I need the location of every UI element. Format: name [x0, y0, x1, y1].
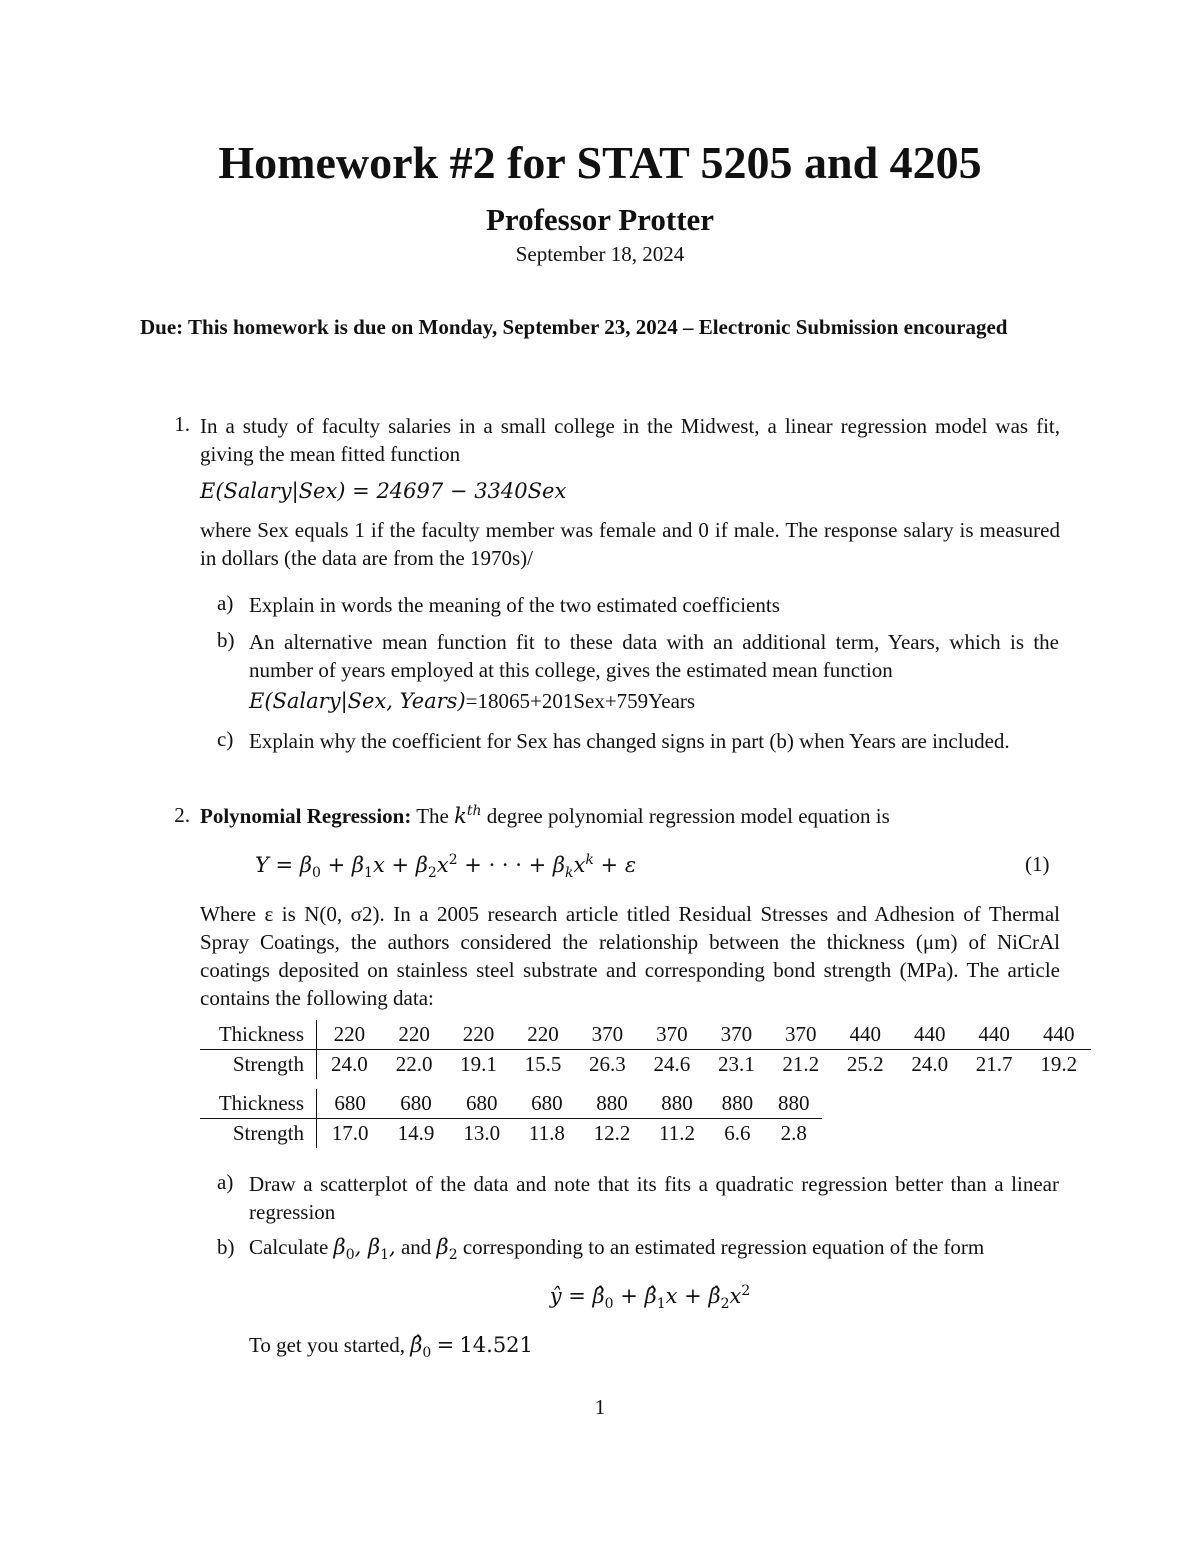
- problem-1b-equation: [249, 689, 695, 714]
- problem-2-intro-pre: The: [416, 804, 449, 828]
- problem-1-intro: In a study of faculty salaries in a small college in the Midwest, a linear regression model was fit, giving the mean fitted function: [200, 414, 1060, 466]
- table-cell: 19.1: [460, 1052, 497, 1076]
- problem-2b-label: b): [217, 1235, 235, 1259]
- problem-2-heading: Polynomial Regression:: [200, 804, 412, 828]
- problem-2-intro-post: degree polynomial regression model equation is: [486, 804, 890, 828]
- problem-1b-equation-rest: =18065+201Sex+759Years: [465, 689, 696, 713]
- beta-0-hat-symbol: $\betâ_0$: [410, 1333, 432, 1362]
- equation-number: (1): [1025, 852, 1050, 876]
- table-cell: 24.6: [653, 1052, 691, 1076]
- problem-2-number: 2.: [174, 803, 190, 827]
- table-cell: 12.2: [593, 1121, 631, 1145]
- problem-1b-label: b): [217, 628, 235, 652]
- table-cell: 11.8: [528, 1121, 565, 1145]
- problem-2-description: Where ε is N(0, σ2). In a 2005 research article titled Residual Stresses and Adhesion of Thermal Spray Coatings, the authors considered the relationship between the thickness (μm) of NiCrAl coatings deposited on stainless steel substrate and corresponding bond strength (MPa). The article contains the following data:: [200, 902, 1060, 1010]
- problem-2-intro: [200, 803, 890, 829]
- equals-sign: =: [436, 1333, 455, 1357]
- table-cell: 880: [766, 1089, 822, 1119]
- table-cell: 24.0: [911, 1052, 949, 1076]
- table-cell: 24.0: [331, 1052, 368, 1076]
- table-cell: 680: [515, 1089, 579, 1119]
- table-cell: 26.3: [589, 1052, 626, 1076]
- problem-2b-text-pre: Calculate: [249, 1235, 329, 1259]
- data-table-block-1: [200, 1020, 1091, 1079]
- table-row-thickness: [200, 1020, 1091, 1050]
- table-cell: 220: [317, 1020, 382, 1050]
- problem-2a-label: a): [217, 1170, 234, 1194]
- page-number: 1: [594, 1395, 606, 1419]
- starter-text: To get you started,: [249, 1333, 405, 1357]
- table-cell: 220: [446, 1020, 510, 1050]
- table-cell: 25.2: [846, 1052, 884, 1076]
- table-cell: 440: [962, 1020, 1026, 1050]
- table-row-strength: [200, 1119, 822, 1149]
- page-title: Homework #2 for STAT 5205 and 4205: [218, 137, 982, 188]
- problem-1c-text: Explain why the coefficient for Sex has changed signs in part (b) when Years are included.: [249, 729, 1010, 753]
- beta-symbols: $\beta_0$, $\beta_1$,: [333, 1235, 396, 1264]
- starter-value: 14.521: [459, 1333, 533, 1357]
- problem-2a-text: Draw a scatterplot of the data and note that its fits a quadratic regression better than a linear regression: [249, 1172, 1059, 1224]
- table-cell: 370: [704, 1020, 768, 1050]
- table-cell: 370: [640, 1020, 704, 1050]
- table-cell: 370: [575, 1020, 639, 1050]
- problem-1c-label: c): [217, 727, 234, 751]
- table-row-thickness: [200, 1089, 822, 1119]
- date: September 18, 2024: [515, 242, 685, 266]
- table-cell: 21.7: [975, 1052, 1013, 1076]
- table-cell: 440: [897, 1020, 961, 1050]
- data-table-block-2: [200, 1089, 822, 1148]
- table-cell: 440: [833, 1020, 897, 1050]
- table-cell: 2.8: [780, 1121, 807, 1145]
- table-cell: 14.9: [397, 1121, 435, 1145]
- estimate-equation: ŷ = $\betâ_0$ + $\betâ_1x$ + $\betâ_2x^2$: [549, 1283, 751, 1313]
- table-cell: 220: [511, 1020, 575, 1050]
- table-cell: 15.5: [524, 1052, 562, 1076]
- table-cell: 13.0: [463, 1121, 501, 1145]
- problem-1-equation: E(Salary|Sex) = 24697 − 3340Sex: [200, 479, 567, 503]
- table-cell: 880: [645, 1089, 709, 1119]
- problem-1b-equation-math: E(Salary|Sex, Years): [249, 689, 466, 713]
- row-header-thickness: Thickness: [200, 1089, 317, 1119]
- table-cell: 680: [317, 1089, 384, 1119]
- table-row-strength: [200, 1050, 1091, 1080]
- problem-1a-label: a): [217, 591, 234, 615]
- table-cell: 680: [449, 1089, 515, 1119]
- table-cell: 23.1: [717, 1052, 755, 1076]
- row-header-strength: Strength: [200, 1050, 317, 1080]
- problem-1-description: where Sex equals 1 if the faculty member was female and 0 if male. The response salary is measured in dollars (the data are from the 1970s)/: [200, 518, 1060, 570]
- k-th-symbol: $k^{th}$: [454, 803, 482, 828]
- problem-2b-text-post: corresponding to an estimated regression equation of the form: [462, 1235, 985, 1259]
- problem-1a-text: Explain in words the meaning of the two estimated coefficients: [249, 593, 780, 617]
- starter-line: [249, 1333, 533, 1361]
- table-cell: 19.2: [1040, 1052, 1078, 1076]
- table-cell: 880: [579, 1089, 645, 1119]
- table-cell: 22.0: [395, 1052, 433, 1076]
- table-cell: 220: [382, 1020, 446, 1050]
- due-notice: Due: This homework is due on Monday, September 23, 2024 – Electronic Submission encouraged: [140, 315, 1008, 339]
- table-cell: 880: [709, 1089, 765, 1119]
- beta-2-symbol: $\beta_2$: [436, 1235, 458, 1264]
- table-cell: 6.6: [724, 1121, 751, 1145]
- table-cell: 11.2: [659, 1121, 696, 1145]
- problem-1-number: 1.: [174, 412, 190, 436]
- author: Professor Protter: [485, 202, 715, 237]
- row-header-thickness: Thickness: [200, 1020, 317, 1050]
- model-equation: $Y = \beta_0 + \beta_1x + \beta_2x^2$ + · · · + $\beta_kx^k + \varepsilon$: [255, 852, 637, 882]
- table-cell: 680: [383, 1089, 449, 1119]
- problem-1b-text: An alternative mean function fit to these data with an additional term, Years, which is the number of years employed at this college, gives the estimated mean function: [249, 630, 1059, 682]
- table-cell: 21.2: [782, 1052, 820, 1076]
- table-cell: 17.0: [331, 1121, 369, 1145]
- table-cell: 440: [1026, 1020, 1091, 1050]
- problem-2b-text: Calculate $\beta_0$, $\beta_1$, and $\beta_2$ corresponding to an estimated regression equation of the form: [249, 1235, 985, 1264]
- table-cell: 370: [769, 1020, 833, 1050]
- row-header-strength: Strength: [200, 1119, 317, 1149]
